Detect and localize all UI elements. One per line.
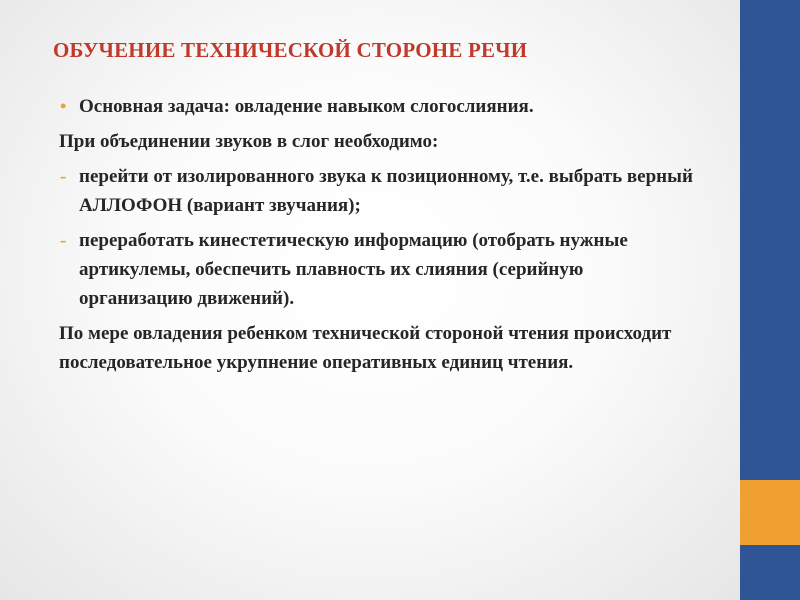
side-accent-block xyxy=(740,480,800,545)
paragraph-conclusion xyxy=(59,319,699,377)
dash-marker-icon: - xyxy=(60,166,67,187)
bullet-paragraph-main-task xyxy=(59,92,699,121)
dash-item-allophone xyxy=(59,162,699,220)
slide-content xyxy=(59,92,699,383)
slide-title: ОБУЧЕНИЕ ТЕХНИЧЕСКОЙ СТОРОНЕ РЕЧИ xyxy=(53,38,528,62)
dash-item-kinesthetic xyxy=(59,226,699,313)
dash-marker-icon: - xyxy=(60,230,67,251)
paragraph-text: перейти от изолированного звука к позиционному, т.е. выбрать верный АЛЛОФОН (вариант звучания); xyxy=(79,166,693,216)
paragraph-text: переработать кинестетическую информацию (отобрать нужные артикулемы, обеспечить плавность их слияния (серийную организацию движений). xyxy=(79,230,628,309)
paragraph-text: При объединении звуков в слог необходимо: xyxy=(59,131,439,152)
paragraph-text: Основная задача: овладение навыком слогослияния. xyxy=(79,96,534,117)
paragraph-text: По мере овладения ребенком технической стороной чтения происходит последовательное укрупнение оперативных единиц чтения. xyxy=(59,323,672,373)
bullet-icon: • xyxy=(60,96,67,116)
paragraph-intro xyxy=(59,127,699,156)
